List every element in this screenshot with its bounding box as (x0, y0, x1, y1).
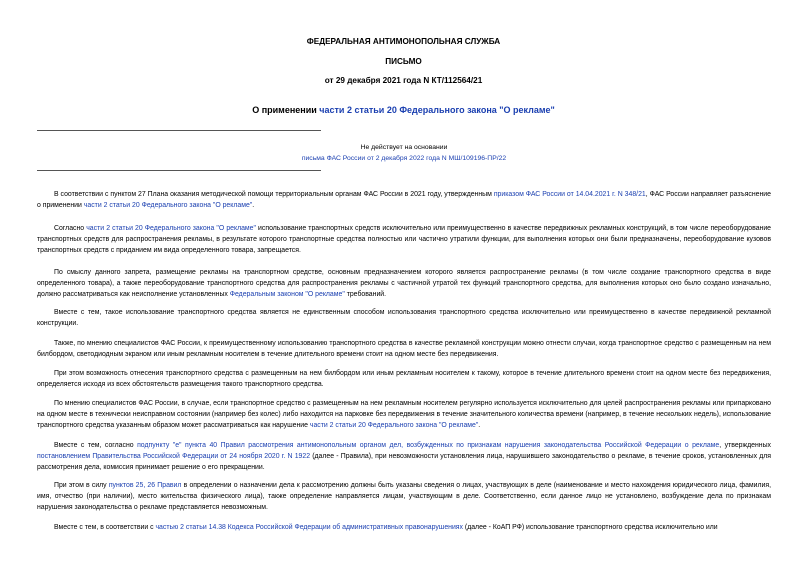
paragraph-2 (37, 223, 771, 257)
p8-decree-link[interactable]: постановлением Правительства Российской Федерации от 24 ноября 2020 г. N 1922 (37, 453, 311, 461)
paragraph-3 (37, 267, 771, 301)
paragraph-9 (37, 480, 771, 514)
p2-law-link[interactable]: части 2 статьи 20 Федерального закона "О рекламе" (86, 225, 256, 232)
p2-text-b: использование транспортных средств исключительно или преимущественно в качестве передвижных рекламных конструкций, в том числе переоборудование транспортных средств для распространения рекламы, в результате которого транспортные средства полностью или частично утратили функции, для выполнения которых они были предназначены, переоборудование кузовов транспортных средств с приданием им вида определенного товара, запрещается. (37, 225, 772, 255)
p9-rules-link[interactable]: пунктов 25, 26 Правил (108, 482, 182, 489)
paragraph-10 (37, 522, 771, 533)
paragraph-5: Также, по мнению специалистов ФАС России, к преимущественному использованию транспортного средства в качестве рекламной конструкции можно отнести случаи, когда транспортное средство с размещенным на нем билбордом, светодиодным экраном или иным рекламным носителем в течение длительного времени стоит на одном месте без передвижения. (37, 340, 771, 359)
p9-text-a: При этом в силу (54, 482, 109, 489)
p8-rules-link[interactable]: подпункту "е" пункта 40 Правил рассмотрения антимонопольным органом дел, возбужденных по признакам нарушения законодательства Российской Федерации о рекламе (137, 442, 720, 449)
p1-law-link[interactable]: части 2 статьи 20 Федерального закона "О рекламе" (83, 202, 253, 210)
p9-text-b: в определении о назначении дела к рассмотрению должны быть указаны сведения о лицах, участвующих в деле (наименование и место нахождения юридического лица, фамилия, имя, отчество (при наличии), место жительства физического лица), также определение направляется лицам, участвующим в деле. Соответственно, если данное лицо не установлено, возбуждение дела по признакам нарушения законодательства о рекламе представляется невозможным. (37, 482, 772, 512)
p7-text-b: . (478, 422, 481, 430)
document-title (0, 105, 807, 115)
p3-text-b: требований. (344, 291, 387, 299)
p1-order-link[interactable]: приказом ФАС России от 14.04.2021 г. N 348/21 (493, 191, 646, 198)
paragraph-6: При этом возможность отнесения транспортного средства с размещенным на нем билбордом или иным рекламным носителем к такому, которое в течение длительного времени стоит на одном месте без передвижения, определяется исходя из всех обстоятельств размещения такого транспортного средства. (37, 370, 771, 389)
p8-text-a: Вместе с тем, согласно (54, 442, 138, 449)
paragraph-4: Вместе с тем, такое использование транспортного средства является не единственным способом использования транспортного средства исключительно или преимущественно в качестве передвижной рекламной конструкции. (37, 309, 771, 328)
p8-text-b: , утвержденных (719, 442, 771, 449)
p3-text-a: По смыслу данного запрета, размещение рекламы на транспортном средстве, основным предназначением которого является распространение рекламы (в том числе создание транспортного средства в виде определенного товара), а также переоборудование транспортного средства для распространения рекламы с частичной утратой тех функций транспортного средства, для выполнения которых оно было создано изначально, должно рассматриваться как неисполнение установленных (37, 269, 771, 299)
p1-text-b: , ФАС России направляет разъяснение о применении (37, 191, 771, 210)
p10-text-a: Вместе с тем, в соответствии с (54, 524, 156, 531)
title-prefix: О применении (252, 105, 320, 115)
p7-law-link[interactable]: части 2 статьи 20 Федерального закона "О рекламе" (309, 422, 479, 430)
paragraph-7 (37, 398, 771, 432)
document-type: ПИСЬМО (385, 57, 422, 66)
p1-text-c: . (252, 202, 255, 210)
organization-name: ФЕДЕРАЛЬНАЯ АНТИМОНОПОЛЬНАЯ СЛУЖБА (306, 37, 501, 46)
p3-law-link[interactable]: Федеральным законом "О рекламе" (229, 291, 345, 299)
title-law-link[interactable]: части 2 статьи 20 Федерального закона "О рекламе" (319, 105, 555, 115)
p10-koap-link[interactable]: частью 2 статьи 14.38 Кодекса Российской Федерации об административных правонарушениях (155, 524, 463, 531)
status-letter-link[interactable]: письма ФАС России от 2 декабря 2022 года N МШ/109196-ПР/22 (301, 155, 507, 162)
p10-text-b: (далее - КоАП РФ) использование транспортного средства исключительно или (462, 524, 718, 531)
p8-text-c: (далее - Правила), при невозможности установления лица, нарушившего законодательство о рекламе, в течение сроков, установленных для рассмотрения дела, комиссия принимает решение о его прекращении. (37, 453, 771, 472)
document-date-number: от 29 декабря 2021 года N КТ/112564/21 (324, 76, 483, 85)
p1-text-a: В соответствии с пунктом 27 Плана оказания методической помощи территориальным органам ФАС России в 2021 году, утвержденным (54, 191, 494, 198)
status-note (37, 142, 771, 164)
divider-bottom (37, 170, 321, 171)
paragraph-1 (37, 189, 771, 211)
p7-text-a: По мнению специалистов ФАС России, в случае, если транспортное средство с размещенным на нем рекламным носителем регулярно используется исключительно для целей распространения рекламы или припарковано на одном месте в технически неисправном состоянии (например без колес) либо находится на парковке без передвижения в течение значительного количества времени (например, в течение нескольких недель), использование транспортного средства указанным образом может рассматриваться как нарушение (37, 400, 771, 430)
paragraph-8 (37, 440, 771, 474)
p2-text-a: Согласно (54, 225, 87, 232)
divider-top (37, 130, 321, 131)
status-line: Не действует на основании (360, 144, 448, 151)
